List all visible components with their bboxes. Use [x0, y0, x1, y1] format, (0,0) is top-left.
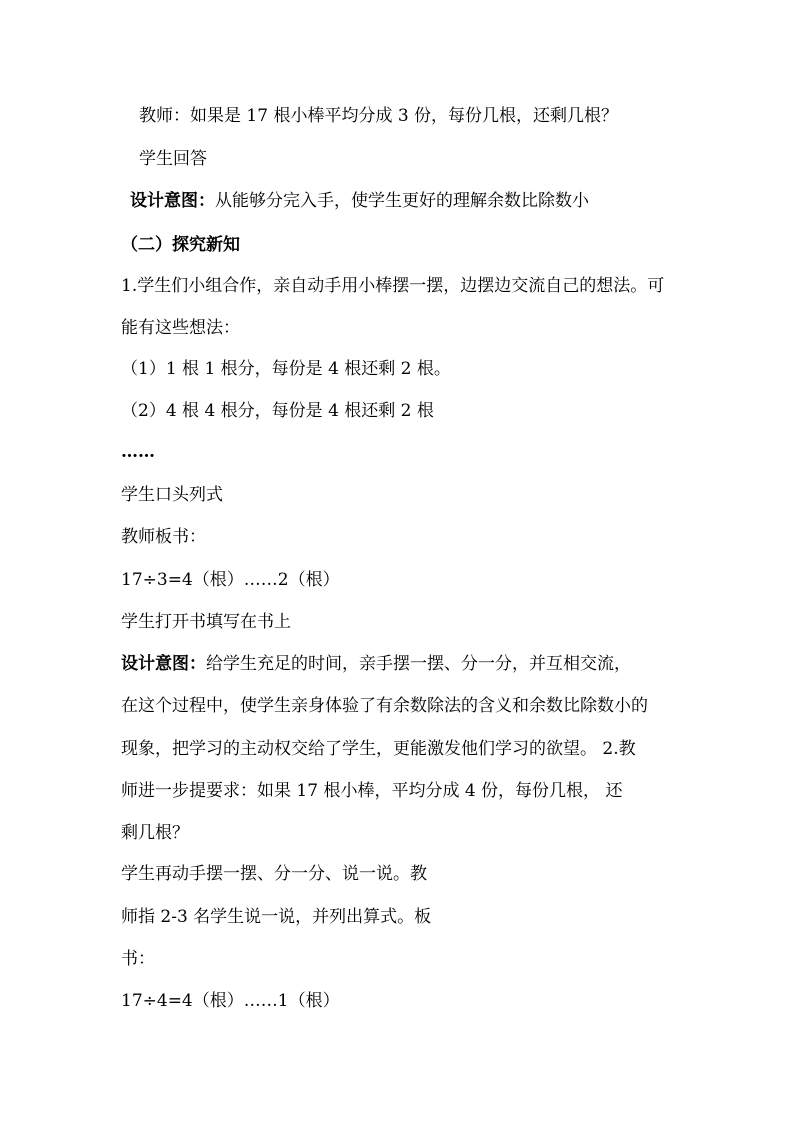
line-text: 学生回答 [139, 149, 207, 169]
equation-1 [121, 570, 340, 590]
line-text: 1.学生们小组合作，亲自动手用小棒摆一摆，边摆边交流自己的想法。可 [121, 276, 665, 296]
line-text: 能有这些想法： [121, 318, 240, 338]
design-intent-2 [121, 654, 631, 674]
text-line-16 [121, 739, 636, 759]
ellipsis-line [121, 442, 155, 462]
line-text: 学生口头列式 [121, 485, 223, 505]
design-intent-1 [130, 191, 589, 211]
text-line-5 [121, 276, 664, 296]
line-text: …… [121, 442, 155, 462]
line-text: 教师板书： [121, 527, 206, 547]
text-line-15 [121, 696, 648, 716]
line-text: 17÷3=4（根）……2（根） [121, 570, 340, 590]
design-intent-label: 设计意图： [130, 191, 215, 211]
line-text: 师指 2-3 名学生说一说，并列出算式。板 [121, 907, 432, 927]
line-text: 书： [121, 949, 155, 969]
section-heading [121, 235, 240, 255]
line-text: 17÷4=4（根）……1（根） [121, 991, 340, 1011]
text-line-18 [121, 823, 189, 843]
text-line-17 [121, 781, 622, 801]
text-line-2 [139, 149, 207, 169]
text-line-1 [139, 106, 618, 126]
line-text: 剩几根？ [121, 823, 189, 843]
line-text: （1）1 根 1 根分，每份是 4 根还剩 2 根。 [121, 359, 451, 379]
section-heading-text: （二）探究新知 [121, 235, 240, 255]
line-text: 教师：如果是 17 根小棒平均分成 3 份，每份几根，还剩几根？ [139, 106, 619, 126]
text-line-19 [121, 864, 427, 884]
text-line-7 [121, 359, 451, 379]
line-text: 给学生充足的时间，亲手摆一摆、分一分，并互相交流， [206, 654, 631, 674]
line-text: 从能够分完入手，使学生更好的理解余数比除数小 [215, 191, 589, 211]
text-line-8 [121, 401, 434, 421]
text-line-13 [121, 612, 291, 632]
line-text: 师进一步提要求：如果 17 根小棒，平均分成 4 份，每份几根， 还 [121, 781, 623, 801]
equation-2 [121, 991, 340, 1011]
line-text: 在这个过程中，使学生亲身体验了有余数除法的含义和余数比除数小的 [121, 696, 648, 716]
design-intent-label: 设计意图： [121, 654, 206, 674]
line-text: 现象，把学习的主动权交给了学生，更能激发他们学习的欲望。 2.教 [121, 739, 636, 759]
line-text: 学生再动手摆一摆、分一分、说一说。教 [121, 864, 427, 884]
line-text: 学生打开书填写在书上 [121, 612, 291, 632]
text-line-6 [121, 318, 240, 338]
line-text: （2）4 根 4 根分，每份是 4 根还剩 2 根 [121, 401, 434, 421]
text-line-20 [121, 907, 431, 927]
text-line-21 [121, 949, 155, 969]
text-line-11 [121, 527, 206, 547]
text-line-10 [121, 485, 223, 505]
